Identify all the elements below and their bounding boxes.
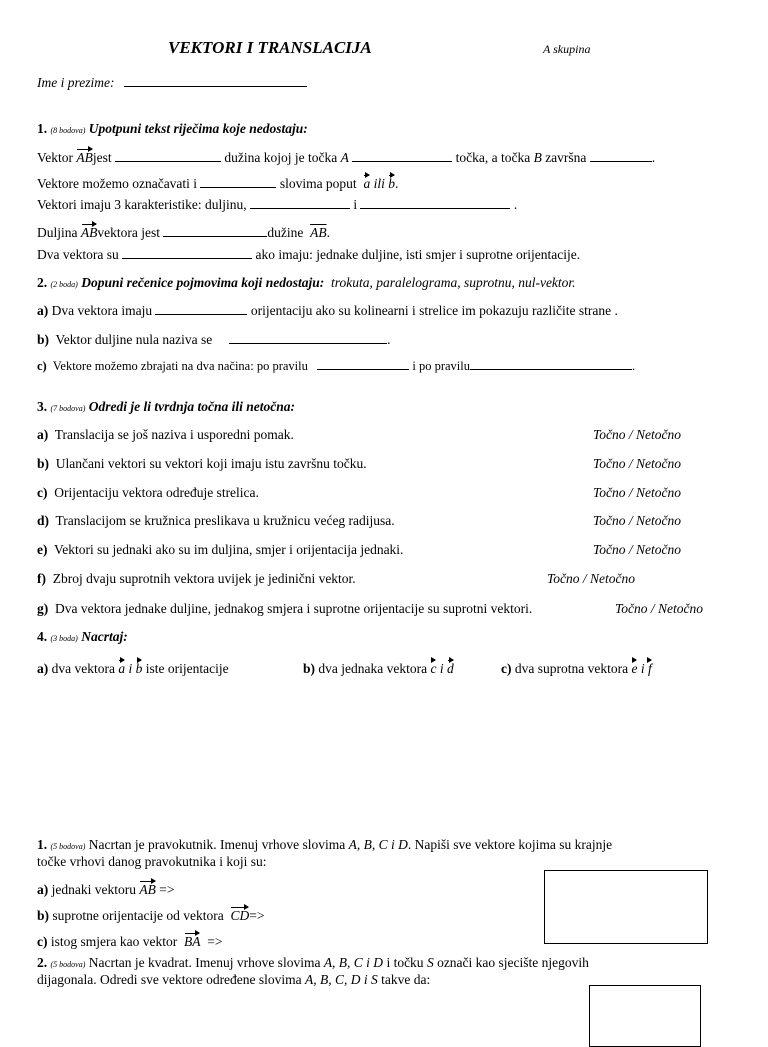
- q4-points: (3 boda): [50, 634, 78, 643]
- q3-statement-d: [37, 513, 395, 529]
- q4-a: [37, 657, 229, 677]
- vector-b: b: [136, 657, 143, 677]
- q3-statement-c: [37, 485, 259, 501]
- text: Dva vektora su: [37, 247, 119, 262]
- item-label: e): [37, 542, 48, 557]
- text: B: [533, 150, 542, 165]
- text: A, B, C i D: [323, 955, 384, 970]
- item-label: c): [37, 485, 48, 500]
- arrow-symbol: =>: [159, 882, 175, 897]
- text: i: [353, 197, 358, 212]
- text: točka, a točka: [455, 150, 534, 165]
- vector-b: b: [388, 172, 395, 192]
- blank-field[interactable]: [317, 358, 409, 370]
- text: završna: [541, 150, 587, 165]
- p1-a: [37, 878, 174, 898]
- text: .: [651, 150, 656, 165]
- q1-heading: [37, 121, 308, 139]
- item-label: c): [501, 661, 512, 676]
- statement-text: Ulančani vektori su vektori koji imaju istu završnu točku.: [55, 456, 367, 471]
- text: orijentaciju ako su kolinearni i strelice im pokazuju različite strane .: [250, 303, 618, 318]
- text: dva suprotna vektora: [514, 661, 629, 676]
- text: dužina kojoj je točka: [224, 150, 341, 165]
- q3-statement-f: [37, 571, 356, 587]
- vector-ab: AB: [76, 146, 93, 166]
- text: .: [387, 332, 391, 347]
- item-label: b): [303, 661, 316, 676]
- q2-points: (2 boda): [50, 280, 78, 289]
- text: . Napiši sve vektore kojima su krajnje: [407, 837, 613, 852]
- name-field[interactable]: [124, 75, 307, 87]
- q3-heading: [37, 399, 295, 417]
- q2-terms: trokuta, paralelograma, suprotnu, nul-vektor.: [330, 275, 576, 290]
- text: .: [326, 225, 330, 240]
- q2-b: [37, 332, 390, 348]
- text: ako imaju: jednake duljine, isti smjer i suprotne orijentacije.: [255, 247, 581, 262]
- item-label: a): [37, 882, 49, 897]
- rectangle-figure: [544, 870, 708, 944]
- text: jednaki vektoru: [51, 882, 136, 897]
- statement-text: Vektori su jednaki ako su im duljina, smjer i orijentacija jednaki.: [54, 542, 404, 557]
- q3-statement-g: [37, 601, 532, 617]
- text: S: [426, 955, 434, 970]
- text: Vektori imaju 3 karakteristike: duljinu,: [37, 197, 247, 212]
- item-label: b): [37, 908, 50, 923]
- p2-points: (5 bodova): [50, 960, 86, 969]
- q3-statement-e: [37, 542, 403, 558]
- q3-statement-a: [37, 427, 294, 443]
- true-false-choice[interactable]: Točno / Netočno: [593, 456, 682, 471]
- q1-line-5: [37, 247, 580, 263]
- true-false-choice[interactable]: Točno / Netočno: [615, 601, 704, 616]
- item-label: c): [37, 359, 47, 373]
- p1-c: [37, 930, 222, 950]
- item-label: g): [37, 601, 49, 616]
- q2-title: Dopuni rečenice pojmovima koji nedostaju:: [81, 275, 325, 290]
- text: vektora jest: [97, 225, 160, 240]
- q4-heading: [37, 629, 128, 647]
- text: dva vektora: [51, 661, 115, 676]
- item-label: a): [37, 661, 49, 676]
- q2-number: 2.: [37, 275, 48, 290]
- text: i po pravilu: [412, 359, 470, 373]
- true-false-choice[interactable]: Točno / Netočno: [593, 542, 682, 557]
- q3-number: 3.: [37, 399, 48, 414]
- blank-field[interactable]: [229, 332, 387, 344]
- text: A, B, C i D: [348, 837, 408, 852]
- statement-text: Translacija se još naziva i usporedni pomak.: [54, 427, 294, 442]
- text: slovima poput: [279, 176, 357, 191]
- text: ili: [373, 176, 385, 191]
- q2-heading: [37, 275, 576, 293]
- q1-line-2: [37, 172, 398, 192]
- text: iste orijentacije: [145, 661, 229, 676]
- vector-d: d: [447, 657, 454, 677]
- q4-number: 4.: [37, 629, 48, 644]
- p2-number: 2.: [37, 955, 48, 970]
- q3-title: Odredi je li tvrdnja točna ili netočna:: [88, 399, 296, 414]
- p1-b: [37, 904, 264, 924]
- true-false-choice[interactable]: Točno / Netočno: [593, 485, 682, 500]
- vector-ba: BA: [184, 930, 201, 950]
- p2-line-1: [37, 955, 589, 973]
- item-label: a): [37, 303, 49, 318]
- square-figure: [589, 985, 701, 1047]
- text: .: [394, 176, 399, 191]
- item-label: f): [37, 571, 46, 586]
- page-title: VEKTORI I TRANSLACIJA: [168, 38, 372, 57]
- group-label: A skupina: [543, 42, 591, 56]
- text: i točku: [383, 955, 427, 970]
- p1-number: 1.: [37, 837, 48, 852]
- text: .: [513, 197, 518, 212]
- blank-field[interactable]: [122, 247, 252, 259]
- text: suprotne orijentacije od vektora: [52, 908, 224, 923]
- text: .: [632, 359, 636, 373]
- q3-statement-b: [37, 456, 367, 472]
- blank-field[interactable]: [200, 176, 276, 188]
- blank-field[interactable]: [470, 358, 632, 370]
- blank-field[interactable]: [155, 303, 247, 315]
- q1-line-3: [37, 197, 517, 213]
- p1-points: (5 bodova): [50, 842, 86, 851]
- vector-ab: AB: [139, 878, 156, 898]
- text: Nacrtan je kvadrat. Imenuj vrhove slovima: [88, 955, 324, 970]
- true-false-choice[interactable]: Točno / Netočno: [593, 427, 682, 442]
- q1-points: (8 bodova): [50, 126, 86, 135]
- blank-field[interactable]: [360, 197, 510, 209]
- blank-field[interactable]: [163, 225, 267, 237]
- text: Vektore možemo označavati i: [37, 176, 198, 191]
- true-false-choice[interactable]: Točno / Netočno: [593, 513, 682, 528]
- text: takve da:: [377, 972, 431, 987]
- item-label: b): [37, 332, 50, 347]
- p2-line-2: [37, 972, 430, 988]
- vector-e: e: [631, 657, 637, 677]
- q4-b: [303, 657, 454, 677]
- text: jest: [92, 150, 112, 165]
- blank-field[interactable]: [352, 150, 452, 162]
- q1-line-4: [37, 221, 330, 241]
- text: A, B, C, D i S: [305, 972, 378, 987]
- q4-title: Nacrtaj:: [81, 629, 128, 644]
- p1-line-1: [37, 837, 612, 855]
- name-label: Ime i prezime:: [37, 75, 115, 90]
- q1-line-1: [37, 146, 655, 166]
- q1-number: 1.: [37, 121, 48, 136]
- text: označi kao sjecište njegovih: [433, 955, 589, 970]
- text: Duljina: [37, 225, 81, 240]
- statement-text: Dva vektora jednake duljine, jednakog smjera i suprotne orijentacije su suprotni vektori.: [55, 601, 533, 616]
- item-label: b): [37, 456, 50, 471]
- text: dijagonala. Odredi sve vektore određene slovima: [37, 972, 306, 987]
- q2-a: [37, 303, 618, 319]
- vector-c: c: [430, 657, 436, 677]
- q3-points: (7 bodova): [50, 404, 86, 413]
- text: A: [340, 150, 349, 165]
- text: Vektor duljine nula naziva se: [55, 332, 213, 347]
- vector-a: a: [118, 657, 125, 677]
- arrow-symbol: =>: [249, 908, 265, 923]
- text: dužine: [267, 225, 304, 240]
- text: i: [640, 661, 645, 676]
- vector-f: f: [648, 657, 652, 677]
- vector-cd: CD: [230, 904, 249, 924]
- p1-line-2: točke vrhovi danog pravokutnika i koji su:: [37, 854, 267, 869]
- statement-text: Zbroj dvaju suprotnih vektora uvijek je jedinični vektor.: [52, 571, 356, 586]
- text: Vektore možemo zbrajati na dva načina: po pravilu: [52, 359, 308, 373]
- name-row: [37, 75, 307, 91]
- true-false-choice[interactable]: Točno / Netočno: [547, 571, 636, 586]
- text: i: [128, 661, 133, 676]
- text: istog smjera kao vektor: [50, 934, 178, 949]
- blank-field[interactable]: [250, 197, 350, 209]
- statement-text: Translacijom se kružnica preslikava u kružnicu većeg radijusa.: [55, 513, 395, 528]
- q1-title: Upotpuni tekst riječima koje nedostaju:: [88, 121, 308, 136]
- item-label: d): [37, 513, 50, 528]
- vector-ab: AB: [81, 221, 98, 241]
- statement-text: Orijentaciju vektora određuje strelica.: [54, 485, 259, 500]
- q4-c: [501, 657, 652, 677]
- item-label: a): [37, 427, 49, 442]
- arrow-symbol: =>: [207, 934, 223, 949]
- blank-field[interactable]: [115, 150, 221, 162]
- q2-c: [37, 358, 635, 374]
- vector-a: a: [363, 172, 370, 192]
- text: Vektor: [37, 150, 77, 165]
- blank-field[interactable]: [590, 150, 652, 162]
- text: Nacrtan je pravokutnik. Imenuj vrhove slovima: [88, 837, 349, 852]
- text: i: [439, 661, 444, 676]
- item-label: c): [37, 934, 48, 949]
- text: Dva vektora imaju: [51, 303, 153, 318]
- segment-ab: $\overline{AB}$: [310, 225, 327, 240]
- text: dva jednaka vektora: [318, 661, 428, 676]
